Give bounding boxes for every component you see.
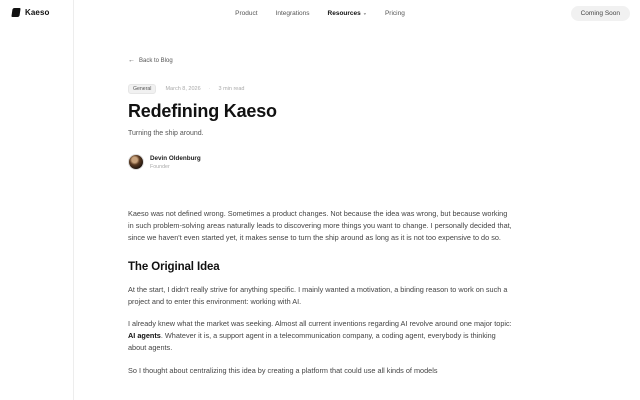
read-time: 3 min read (218, 86, 245, 92)
article-meta (128, 84, 244, 94)
paragraph-2-start: I already knew what the market was seeking. Almost all current inventions regarding AI revolve around one major topic: (128, 319, 512, 329)
article-title: Redefining Kaeso (128, 101, 277, 121)
category-tag[interactable]: General (128, 84, 156, 94)
chevron-down-icon: ⌄ (362, 10, 367, 17)
avatar (128, 154, 144, 170)
nav-link-resources-label: Resources (327, 10, 361, 17)
nav-links (0, 9, 640, 19)
back-to-blog-link[interactable] (128, 57, 173, 64)
nav-link-resources[interactable] (319, 9, 376, 19)
author-role: Founder (150, 163, 170, 170)
paragraph-2-end: . Whatever it is, a support agent in a telecommunication company, a coding agent, everybody is thinking about agents. (128, 331, 496, 353)
nav-link-product[interactable]: Product (235, 10, 258, 17)
author-name: Devin Oldenburg (150, 154, 201, 162)
arrow-left-icon: ← (128, 57, 135, 64)
paragraph-1: At the start, I didn't really strive for anything specific. I mainly wanted a motivation, a binding reason to work on such a project and to enter this environment: working with AI. (128, 284, 508, 306)
paragraph-2 (128, 318, 514, 355)
nav-link-integrations[interactable]: Integrations (275, 10, 310, 17)
author-info (150, 155, 201, 170)
coming-soon-button[interactable]: Coming Soon (571, 6, 630, 21)
meta-separator: · (208, 86, 211, 92)
paragraph-2-emphasis: AI agents (128, 331, 161, 341)
top-navigation (0, 0, 640, 28)
intro-paragraph: Kaeso was not defined wrong. Sometimes a product changes. Not because the idea was wrong, but because working in such problem-solving areas naturally leads to discovering more things you want to change. I personally decided that, since we haven't even started yet, it makes sense to turn the ship around as long as it is not too expensive to do so. (128, 209, 512, 243)
author-block (128, 154, 201, 170)
logo-text: Kaeso (25, 8, 50, 17)
section-heading: The Original Idea (128, 260, 220, 273)
article-subtitle: Turning the ship around. (128, 130, 204, 137)
paragraph-3: So I thought about centralizing this idea by creating a platform that could use all kinds of models (128, 365, 438, 375)
nav-link-pricing[interactable]: Pricing (384, 10, 405, 17)
left-guide-line (73, 0, 74, 400)
back-to-blog-label: Back to Blog (139, 57, 173, 64)
publish-date: March 8, 2026 (165, 86, 201, 92)
article-body (128, 208, 514, 387)
